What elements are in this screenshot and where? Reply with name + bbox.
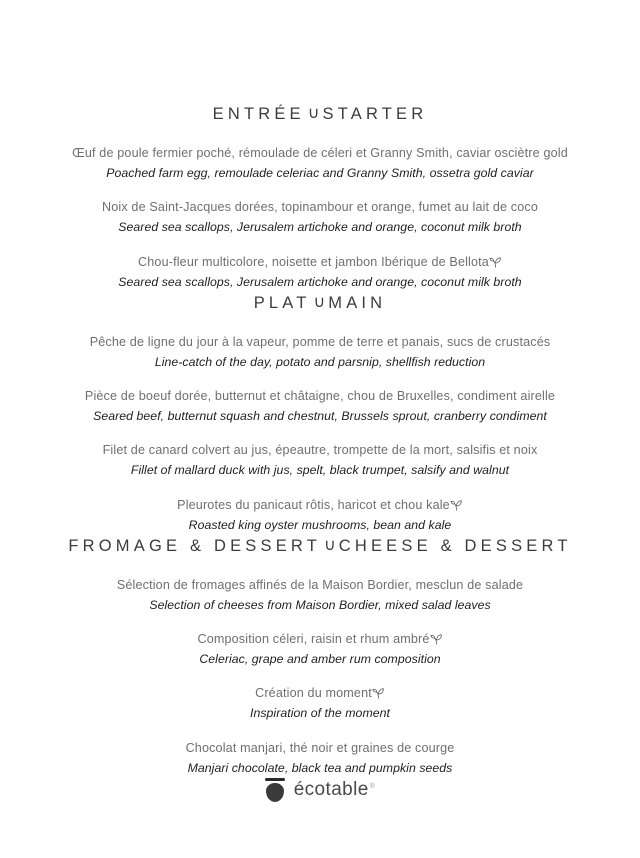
menu-section-plat <box>20 293 620 534</box>
dish-name-en: Roasted king oyster mushrooms, bean and kale <box>188 517 452 532</box>
dish-text-fr: Pleurotes du panicaut rôtis, haricot et chou kale <box>177 497 450 512</box>
dish-name-fr: Noix de Saint-Jacques dorées, topinambour et orange, fumet au lait de coco <box>101 200 539 215</box>
dish-name-fr: Chocolat manjari, thé noir et graines de courge <box>185 740 455 755</box>
dish-name-en: Selection of cheeses from Maison Bordier, mixed salad leaves <box>149 597 491 612</box>
section-heading-en: MAIN <box>328 293 387 312</box>
dish-name-fr: Pièce de boeuf dorée, butternut et châtaigne, chou de Bruxelles, condiment airelle <box>84 389 556 404</box>
sprout-leaf-icon <box>489 255 502 268</box>
section-heading-fr: FROMAGE & DESSERT <box>68 536 322 555</box>
dish-name-en: Inspiration of the moment <box>249 706 390 721</box>
dish-name-fr <box>20 496 620 515</box>
sprout-leaf-icon <box>450 498 463 511</box>
section-heading-fr: ENTRÉE <box>212 105 305 123</box>
pot-body-shape <box>266 783 284 802</box>
dish-name-fr <box>20 253 620 272</box>
menu-item <box>20 144 620 182</box>
dish-name-fr: Filet de canard colvert au jus, épeautre, trompette de la mort, salsifis et noix <box>102 443 538 458</box>
dish-name-fr: Pêche de ligne du jour à la vapeur, pomme de terre et panais, sucs de crustacés <box>89 334 551 349</box>
section-heading-en: STARTER <box>322 105 428 123</box>
dish-name-fr: Œuf de poule fermier poché, rémoulade de céleri et Granny Smith, caviar osciètre gold <box>72 146 568 160</box>
menu-item <box>20 684 620 722</box>
menu-section-entree <box>20 104 620 291</box>
dish-name-fr: Sélection de fromages affinés de la Maison Bordier, mesclun de salade <box>116 577 524 592</box>
sprout-leaf-icon <box>430 632 443 645</box>
pot-lid-shape <box>265 778 285 781</box>
section-heading-fr: PLAT <box>253 293 311 312</box>
dish-text-fr: Chou-fleur multicolore, noisette et jambon Ibérique de Bellota <box>138 254 489 269</box>
menu-item <box>20 253 620 291</box>
footer-branding <box>265 777 376 803</box>
brand-name <box>294 779 376 801</box>
menu-item <box>20 387 620 425</box>
menu-item <box>20 441 620 479</box>
registered-mark: ® <box>369 782 376 790</box>
menu-item <box>20 198 620 236</box>
brand-name-text: écotable <box>293 779 369 800</box>
dish-name-fr <box>20 684 620 703</box>
dish-name-en: Fillet of mallard duck with jus, spelt, black trumpet, salsify and walnut <box>130 463 510 478</box>
dish-name-en: Poached farm egg, remoulade celeriac and Granny Smith, ossetra gold caviar <box>106 165 534 180</box>
menu-item <box>20 333 620 371</box>
dish-name-en: Manjari chocolate, black tea and pumpkin seeds <box>187 760 453 775</box>
dish-name-en: Seared sea scallops, Jerusalem artichoke and orange, coconut milk broth <box>118 274 522 289</box>
menu-section-fromage-dessert <box>20 536 620 777</box>
dish-text-fr: Composition céleri, raisin et rhum ambré <box>197 632 430 647</box>
section-heading-fromage-dessert <box>20 536 620 556</box>
section-heading-entree <box>20 104 620 124</box>
separator-union-icon: ∪ <box>307 105 320 122</box>
dish-name-fr <box>20 630 620 649</box>
separator-union-icon: ∪ <box>324 536 336 554</box>
section-heading-en: CHEESE & DESSERT <box>338 536 572 555</box>
menu-item <box>20 576 620 614</box>
dish-name-en: Seared sea scallops, Jerusalem artichoke and orange, coconut milk broth <box>118 220 522 235</box>
menu-item <box>20 496 620 534</box>
dish-name-en: Seared beef, butternut squash and chestnut, Brussels sprout, cranberry condiment <box>93 408 547 423</box>
section-heading-plat <box>20 293 620 313</box>
separator-union-icon: ∪ <box>313 293 326 311</box>
sprout-leaf-icon <box>372 686 385 699</box>
dish-name-en: Line-catch of the day, potato and parsnip, shellfish reduction <box>154 354 486 369</box>
ecotable-pot-logo <box>265 777 285 803</box>
menu-item <box>20 739 620 777</box>
menu-item <box>20 630 620 668</box>
dish-text-fr: Création du moment <box>255 686 372 701</box>
dish-name-en: Celeriac, grape and amber rum composition <box>199 651 441 666</box>
